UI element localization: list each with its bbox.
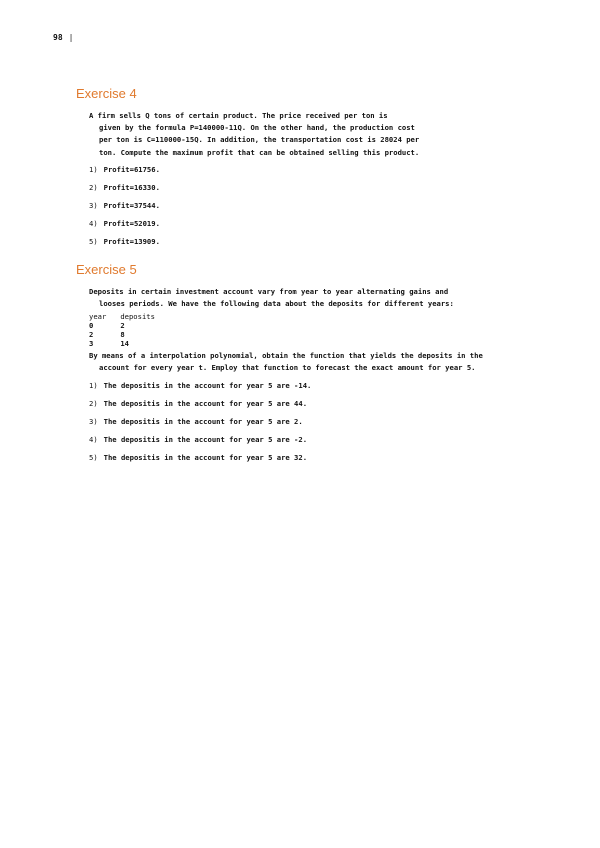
exercise-5	[76, 262, 536, 468]
year-cell: 2	[89, 330, 94, 340]
intro-line: looses periods. We have the following data about the deposits for different years:	[99, 299, 454, 309]
year-cell: 3	[89, 339, 94, 349]
statement-line: ton. Compute the maximum profit that can be obtained selling this product.	[99, 147, 420, 157]
option-number: 2)	[89, 398, 98, 408]
option-number: 5)	[89, 236, 98, 246]
statement-line: given by the formula P=140000-11Q. On the other hand, the production cost	[99, 123, 415, 133]
answer-option[interactable]	[89, 180, 536, 198]
deposits-cell: 2	[120, 321, 125, 331]
answer-options	[89, 162, 536, 252]
statement-line: per ton is C=110000-15Q. In addition, the transportation cost is 28024 per	[99, 135, 420, 145]
question-line: account for every year t. Employ that function to forecast the exact amount for year 5.	[99, 363, 476, 373]
deposits-table	[89, 312, 169, 348]
answer-option[interactable]	[89, 378, 536, 396]
exercise-intro	[89, 286, 536, 310]
deposits-cell: 14	[120, 339, 129, 349]
answer-options	[89, 378, 536, 468]
page-content	[76, 86, 536, 468]
answer-option[interactable]	[89, 432, 536, 450]
exercise-statement	[89, 110, 536, 159]
option-number: 4)	[89, 218, 98, 228]
answer-option[interactable]	[89, 450, 536, 468]
intro-line: Deposits in certain investment account vary from year to year alternating gains and	[89, 286, 449, 296]
statement-line: A firm sells Q tons of certain product. The price received per ton is	[89, 111, 388, 120]
option-text: The depositis in the account for year 5 are -14.	[103, 380, 312, 390]
option-text: Profit=37544.	[103, 200, 160, 210]
table-row	[89, 330, 169, 339]
header-separator: |	[68, 33, 74, 42]
answer-option[interactable]	[89, 198, 536, 216]
option-text: Profit=61756.	[103, 164, 160, 174]
option-text: The depositis in the account for year 5 are 2.	[103, 416, 303, 426]
option-number: 1)	[89, 164, 98, 174]
option-number: 3)	[89, 200, 98, 210]
option-text: The depositis in the account for year 5 are 32.	[103, 452, 308, 462]
option-text: Profit=13909.	[103, 236, 160, 246]
option-number: 1)	[89, 380, 98, 390]
option-number: 4)	[89, 434, 98, 444]
option-text: Profit=16330.	[103, 182, 160, 192]
option-text: The depositis in the account for year 5 are -2.	[103, 434, 308, 444]
deposits-cell: 8	[120, 330, 125, 340]
option-text: Profit=52019.	[103, 218, 160, 228]
option-number: 5)	[89, 452, 98, 462]
exercise-question	[89, 350, 536, 374]
table-header-row	[89, 312, 169, 321]
answer-option[interactable]	[89, 216, 536, 234]
exercise-4	[76, 86, 536, 252]
page-header	[53, 33, 73, 42]
question-line: By means of a interpolation polynomial, obtain the function that yields the deposits in the	[89, 351, 483, 361]
table-row	[89, 339, 169, 348]
option-number: 2)	[89, 182, 98, 192]
page-number: 98	[53, 33, 63, 42]
option-text: The depositis in the account for year 5 are 44.	[103, 398, 308, 408]
answer-option[interactable]	[89, 414, 536, 432]
answer-option[interactable]	[89, 162, 536, 180]
year-cell: 0	[89, 321, 94, 331]
option-number: 3)	[89, 416, 98, 426]
table-row	[89, 321, 169, 330]
column-header-year: year	[89, 312, 107, 322]
answer-option[interactable]	[89, 234, 536, 252]
exercise-title: Exercise 5	[76, 261, 137, 277]
answer-option[interactable]	[89, 396, 536, 414]
column-header-deposits: deposits	[120, 312, 155, 322]
exercise-title: Exercise 4	[76, 86, 137, 101]
